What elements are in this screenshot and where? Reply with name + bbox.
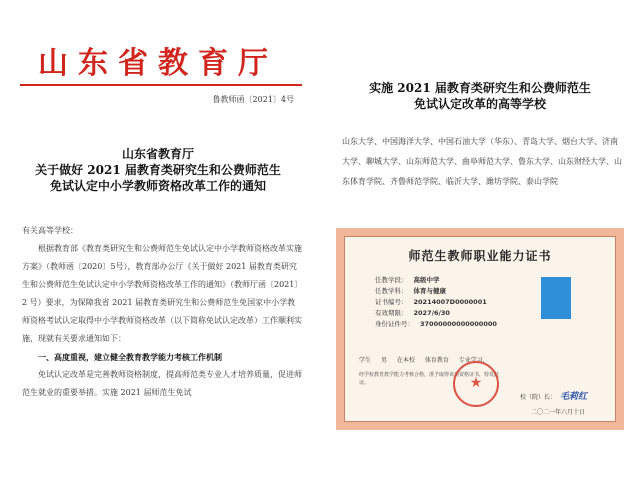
red-header-title: 山东省教育厅 — [38, 46, 278, 81]
photo-placeholder — [541, 277, 571, 319]
cert-field-row — [375, 308, 497, 319]
cert-field-value: 高级中学 — [413, 276, 440, 284]
title-line: 山东省教育厅 — [121, 147, 194, 161]
cert-field-label: 身份证件号： — [375, 320, 414, 328]
section-heading: 一、高度重视，建立健全教育教学能力考核工作机制 — [38, 352, 222, 362]
certificate-inner — [344, 236, 616, 422]
cert-field-label: 任教学科： — [375, 287, 408, 295]
signature-line — [520, 389, 587, 402]
red-divider — [20, 84, 302, 86]
title-line: 免试认定中小学教师资格改革工作的通知 — [49, 179, 266, 193]
cert-field-value: 20214007D0000001 — [413, 298, 487, 306]
title-line: 免试认定改革的高等学校 — [413, 97, 546, 111]
student-school-label: 在本校 — [396, 357, 415, 364]
title-line: 实施 2021 届教育类研究生和公费师范生 — [369, 81, 591, 95]
cert-field-row — [375, 319, 497, 330]
cert-field-label: 任教学段： — [375, 276, 408, 284]
cert-field-row — [375, 275, 497, 286]
certificate-image — [336, 228, 624, 430]
signature: 毛莉红 — [559, 392, 587, 402]
notice-title — [0, 146, 316, 194]
title-line: 关于做好 2021 届教育类研究生和公费师范生 — [35, 163, 281, 177]
certificate-date: 二〇二一年六月十日 — [530, 409, 585, 416]
body-paragraph: 免试认定改革是完善教师资格制度，提高师范类专业人才培养质量，促进师范生就业的重要举措。实施 2021 届师范生免试 — [22, 370, 302, 397]
cert-field-row — [375, 286, 497, 297]
red-seal-stamp — [453, 361, 499, 407]
left-document — [0, 0, 316, 480]
notice-body — [22, 222, 302, 402]
sign-label: 校（院）长： — [519, 394, 556, 401]
student-gender: 男 — [380, 357, 387, 364]
student-major-suffix: 专业学习， — [458, 357, 489, 364]
cert-field-label: 有效期限： — [375, 309, 408, 317]
doc-number: 鲁教师函〔2021〕4号 — [212, 95, 294, 104]
cert-field-value: 2027/6/30 — [413, 309, 450, 317]
schools-list: 山东大学、中国海洋大学、中国石油大学（华东）、青岛大学、烟台大学、济南大学、聊城大学、山东师范大学、曲阜师范大学、鲁东大学、山东财经大学、山东体育学院、齐鲁师范学院、临沂大学、潍坊学院、泰山学院 — [342, 137, 622, 186]
star-icon: ★ — [469, 375, 483, 391]
schools-title — [320, 80, 640, 112]
student-label: 学生 — [359, 357, 372, 364]
cert-field-value: 37000000000000000 — [420, 320, 497, 328]
certificate-fields — [375, 275, 497, 330]
certificate-title: 师范生教师职业能力证书 — [408, 249, 552, 263]
certificate-note: 经学校教育教学能力考核合格，准予取得该项资格证书，特发此证。 — [359, 372, 500, 386]
cert-field-label: 证书编号： — [375, 298, 408, 306]
salutation: 有关高等学校： — [22, 226, 78, 235]
cert-field-value: 体育与健康 — [413, 287, 446, 295]
cert-field-row — [375, 297, 497, 308]
student-major: 体育教育 — [424, 357, 449, 364]
right-document — [320, 0, 640, 480]
body-paragraph: 根据教育部《教育类研究生和公费师范生免试认定中小学教师资格改革实施方案》（教师函〔2020〕5号），教育部办公厅《关于做好 2021 届教育类研究生和公费师范生免试认定中小学教师资格改革工作的通知》（教师厅函〔2021〕2 号）要求，为保障我省 2021 届教育类研究生和公费师范生免国家中小学教师资格考试认定取得中小学教师资格改革（以下简称免试认定改革）工作顺利实施，现就有关要求通知如下： — [22, 244, 302, 343]
